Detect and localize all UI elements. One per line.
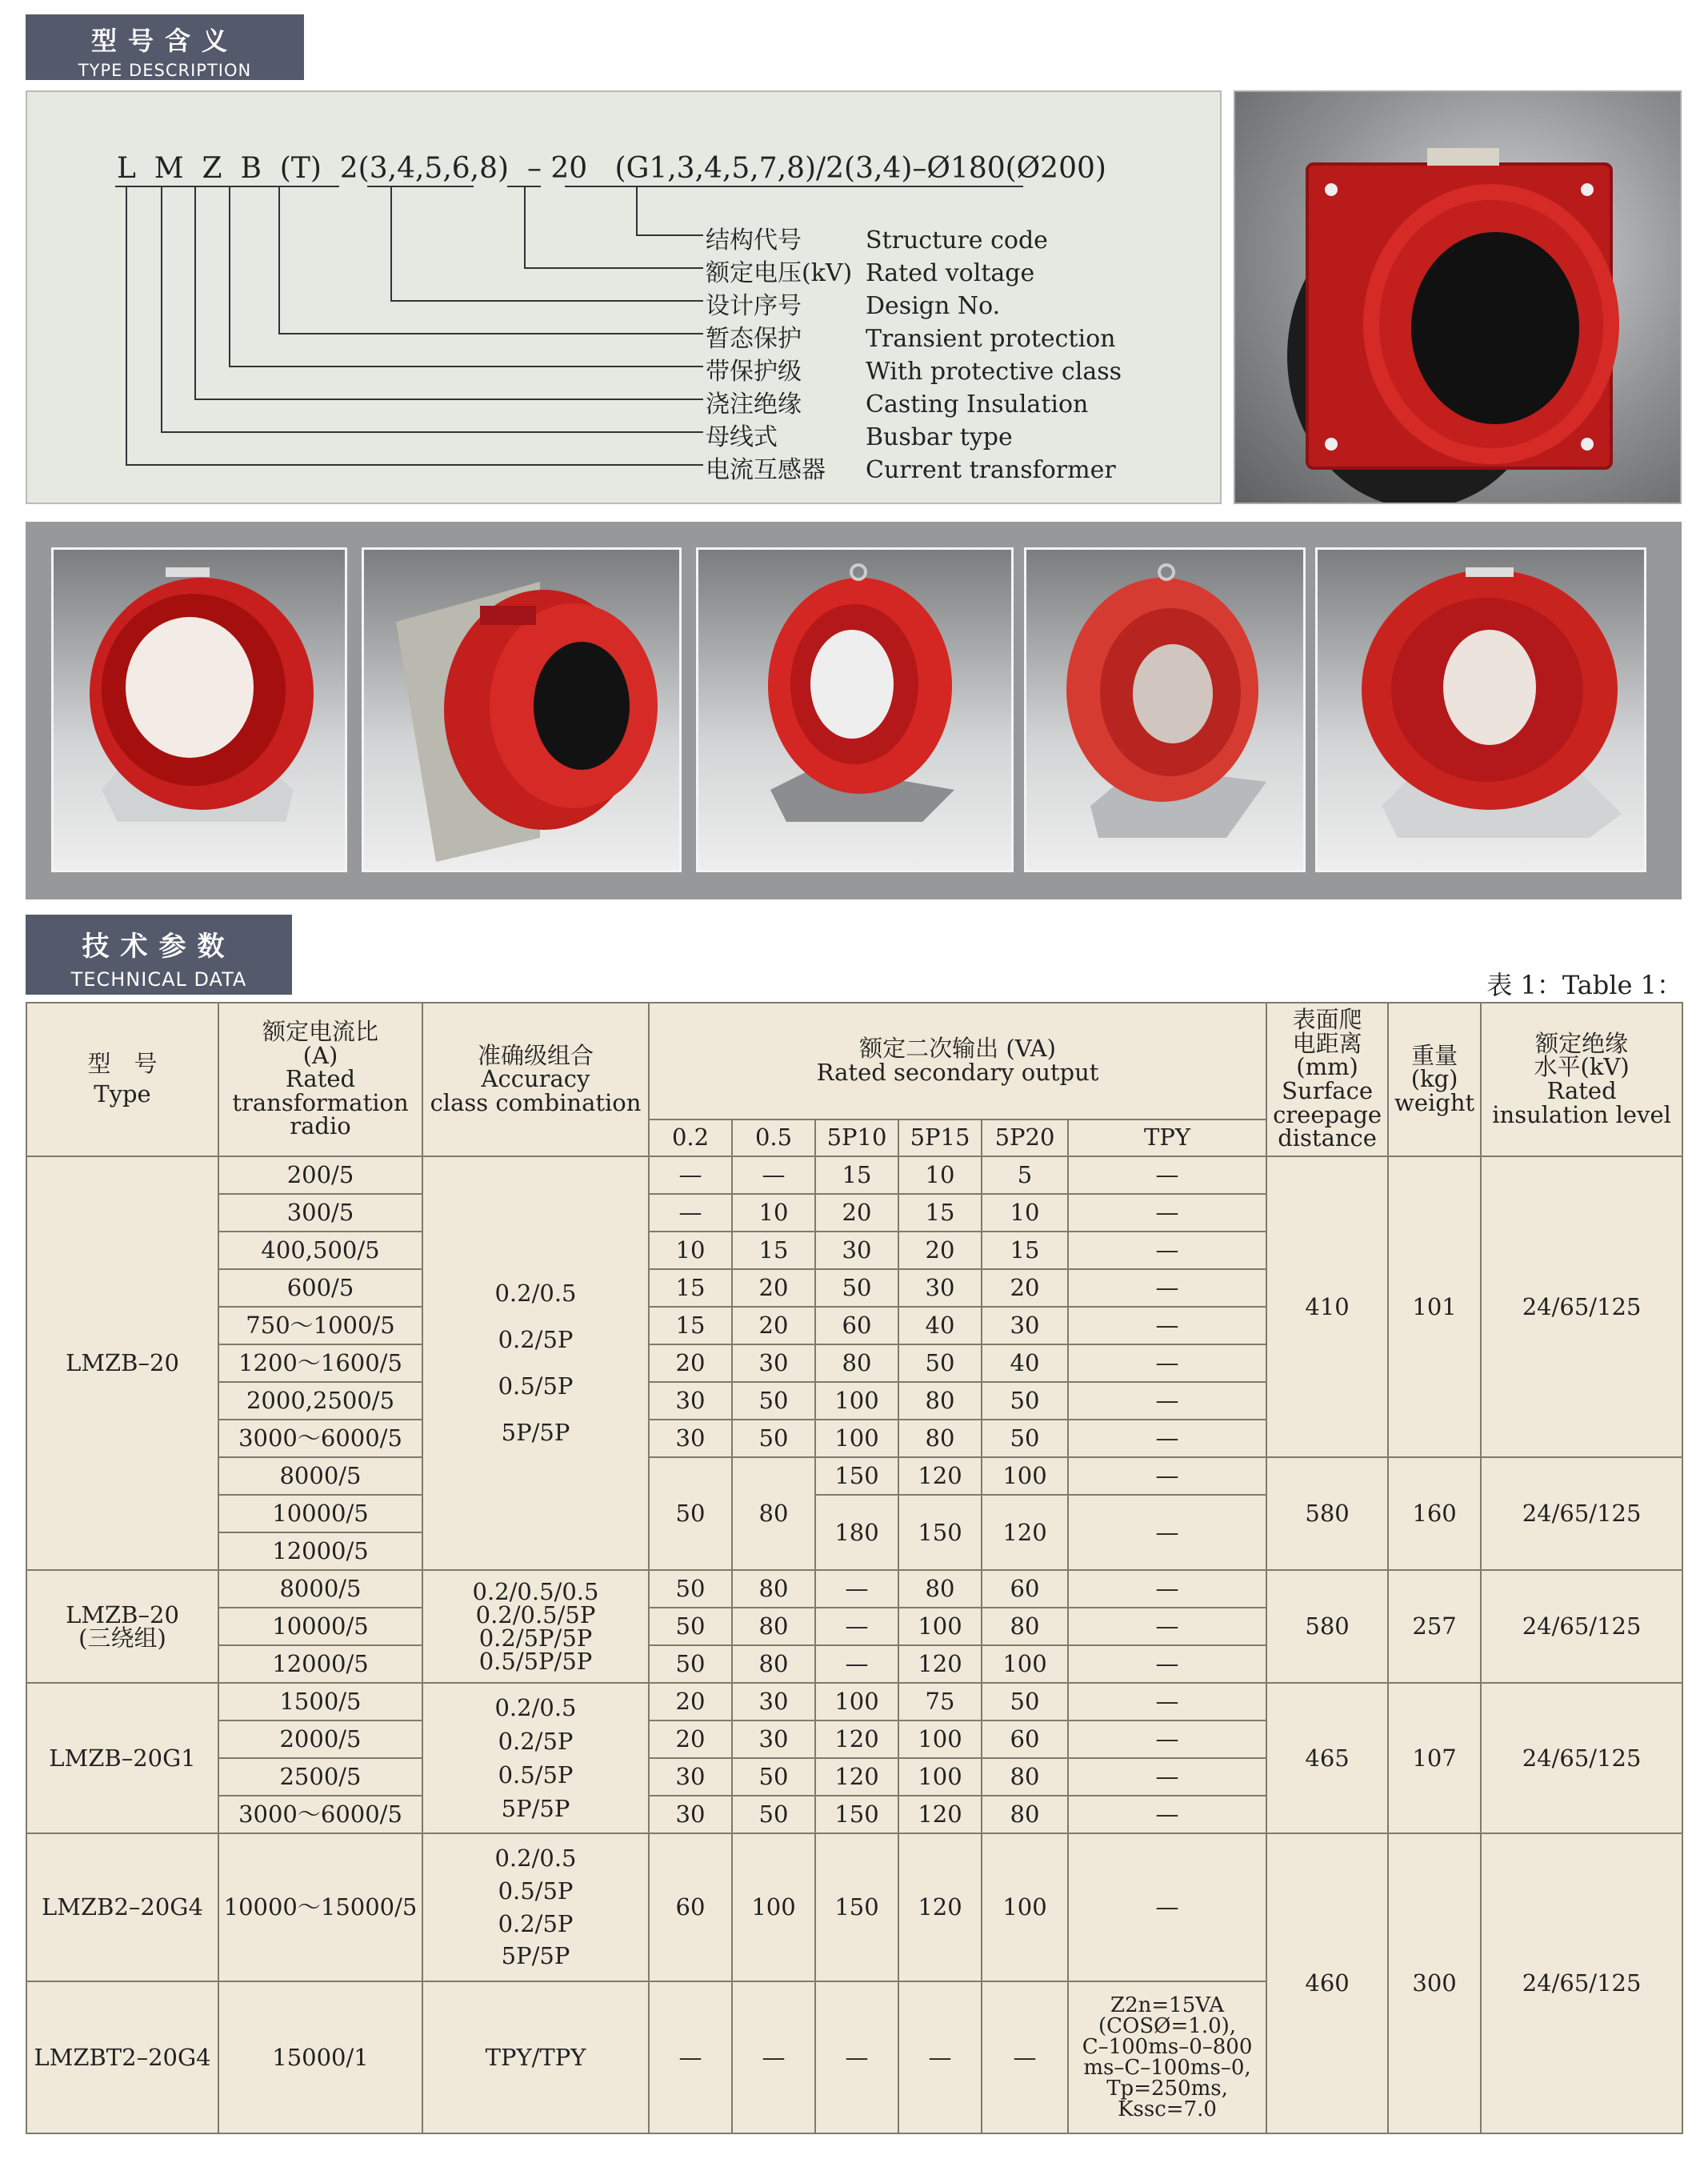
transformer-coil-illustration <box>1026 550 1303 870</box>
transformer-wide-illustration <box>1318 550 1644 870</box>
type-cell: LMZB–20G1 <box>26 1683 218 1833</box>
type-description-en: TYPE DESCRIPTION <box>78 61 252 80</box>
insulation-cell: 24/65/125 <box>1481 1570 1682 1683</box>
table-row: 300/5 — 10 20 15 10 — <box>26 1194 1682 1232</box>
table-row: 10000/5 180 150 120 — <box>26 1495 1682 1532</box>
accuracy-cell: 0.2/0.5 0.2/5P 0.5/5P 5P/5P <box>422 1683 649 1833</box>
transformer-plate-illustration <box>1235 92 1680 503</box>
table-row: 2000,2500/5 30 50 100 80 50 — <box>26 1382 1682 1420</box>
product-photo-main <box>1234 90 1682 504</box>
weight-cell: 257 <box>1388 1570 1481 1683</box>
technical-data-table <box>26 1002 1683 2134</box>
creepage-cell: 465 <box>1266 1683 1388 1833</box>
product-photo-3 <box>696 547 1014 872</box>
desc-protective-class: 带保护级 With protective class <box>706 358 1122 386</box>
accuracy-cell: 0.2/0.5 0.5/5P 0.2/5P 5P/5P <box>422 1833 649 1981</box>
transformer-upright-illustration <box>698 550 1011 870</box>
table-row: LMZBT2–20G4 15000/1 TPY/TPY — — — — — Z2n=15VA (COSØ=1.0), C–100ms–0–800 ms–C–100ms–0, Tp=250ms, Kssc=7.0 <box>26 1981 1682 2133</box>
table-row: 10000/5 50 80 — 100 80 — <box>26 1608 1682 1645</box>
insulation-cell: 24/65/125 <box>1481 1683 1682 1833</box>
tpy-parameters: Z2n=15VA (COSØ=1.0), C–100ms–0–800 ms–C–100ms–0, Tp=250ms, Kssc=7.0 <box>1068 1981 1266 2133</box>
desc-structure-code: 结构代号 Structure code <box>706 226 1048 254</box>
header-ratio: 额定电流比 (A) Rated transformation radio <box>218 1003 422 1156</box>
product-photo-gallery <box>26 522 1682 899</box>
table-row: LMZB–20G1 1500/5 0.2/0.5 0.2/5P 0.5/5P 5P/5P 20 30 100 75 50 — 465 107 24/65/125 <box>26 1683 1682 1720</box>
table-row: 1200～1600/5 20 30 80 50 40 — <box>26 1344 1682 1382</box>
header-output-tpy: TPY <box>1068 1120 1266 1156</box>
table-row: 12000/5 <box>26 1532 1682 1570</box>
technical-data-en: TECHNICAL DATA <box>70 968 247 991</box>
header-accuracy: 准确级组合 Accuracy class combination <box>422 1003 649 1156</box>
product-photo-2 <box>362 547 682 872</box>
accuracy-cell: 0.2/0.5/0.5 0.2/0.5/5P 0.2/5P/5P 0.5/5P/5P <box>422 1570 649 1683</box>
technical-data-heading <box>26 915 292 995</box>
header-output: 额定二次输出 (VA) Rated secondary output <box>649 1003 1266 1120</box>
table-row: LMZB–20 (三绕组) 8000/5 0.2/0.5/0.5 0.2/0.5/5P 0.2/5P/5P 0.5/5P/5P 50 80 — 80 60 — 580 257 24/65/125 <box>26 1570 1682 1608</box>
table-row: LMZB–20 200/5 0.2/0.5 0.2/5P 0.5/5P 5P/5P — — 15 10 5 — 410 101 24/65/125 <box>26 1156 1682 1194</box>
creepage-cell: 410 <box>1266 1156 1388 1457</box>
table-caption: 表 1：Table 1： <box>1486 970 1682 1000</box>
type-cell: LMZB–20 (三绕组) <box>26 1570 218 1683</box>
header-creepage: 表面爬 电距离 (mm) Surface creepage distance <box>1266 1003 1388 1156</box>
insulation-cell: 24/65/125 <box>1481 1156 1682 1457</box>
type-cell: LMZB–20 <box>26 1156 218 1570</box>
header-weight: 重量 (kg) weight <box>1388 1003 1481 1156</box>
accuracy-cell: 0.2/0.5 0.2/5P 0.5/5P 5P/5P <box>422 1156 649 1570</box>
header-type: 型 号 Type <box>26 1003 218 1156</box>
table-row: 600/5 15 20 50 30 20 — <box>26 1269 1682 1307</box>
weight-cell: 107 <box>1388 1683 1481 1833</box>
type-cell: LMZB2–20G4 <box>26 1833 218 1981</box>
header-output-5p10: 5P10 <box>815 1120 898 1156</box>
type-description-heading <box>26 14 304 80</box>
desc-busbar-type: 母线式 Busbar type <box>706 423 1013 451</box>
transformer-ring-illustration <box>54 550 345 870</box>
accuracy-cell: TPY/TPY <box>422 1981 649 2133</box>
header-output-5p20: 5P20 <box>982 1120 1068 1156</box>
desc-current-transformer: 电流互感器 Current transformer <box>706 456 1116 484</box>
insulation-cell: 24/65/125 <box>1481 1833 1682 2133</box>
product-photo-5 <box>1315 547 1646 872</box>
table-row: 750～1000/5 15 20 60 40 30 — <box>26 1307 1682 1344</box>
model-code: L M Z B (T) 2(3,4,5,6,8) – 20 (G1,3,4,5,7,8)/2(3,4)–Ø180(Ø200) <box>117 152 1106 185</box>
header-output-0-5: 0.5 <box>732 1120 815 1156</box>
desc-transient-protection: 暂态保护 Transient protection <box>706 325 1116 353</box>
header-output-5p15: 5P15 <box>898 1120 982 1156</box>
table-row: 400,500/5 10 15 30 20 15 — <box>26 1232 1682 1269</box>
product-photo-4 <box>1024 547 1306 872</box>
table-row: 8000/5 50 80 150 120 100 — 580 160 24/65/125 <box>26 1457 1682 1495</box>
weight-cell: 300 <box>1388 1833 1481 2133</box>
type-description-panel <box>26 90 1222 504</box>
table-row: 3000～6000/5 30 50 150 120 80 — <box>26 1796 1682 1833</box>
header-insulation: 额定绝缘 水平(kV) Rated insulation level <box>1481 1003 1682 1156</box>
type-cell: LMZBT2–20G4 <box>26 1981 218 2133</box>
desc-design-no: 设计序号 Design No. <box>706 292 1001 320</box>
table-row: LMZB2–20G4 10000～15000/5 0.2/0.5 0.5/5P 0.2/5P 5P/5P 60 100 150 120 100 — 460 300 24/65/125 <box>26 1833 1682 1981</box>
table-row: 2500/5 30 50 120 100 80 — <box>26 1758 1682 1796</box>
table-row: 2000/5 20 30 120 100 60 — <box>26 1720 1682 1758</box>
desc-rated-voltage: 额定电压(kV) Rated voltage <box>706 259 1035 287</box>
weight-cell: 101 <box>1388 1156 1481 1457</box>
technical-data-zh: 技术参数 <box>82 931 236 963</box>
transformer-plate-side-illustration <box>364 550 679 870</box>
creepage-cell: 580 <box>1266 1570 1388 1683</box>
header-output-0-2: 0.2 <box>649 1120 732 1156</box>
creepage-cell: 580 <box>1266 1457 1388 1570</box>
table-row: 3000～6000/5 30 50 100 80 50 — <box>26 1420 1682 1457</box>
creepage-cell: 460 <box>1266 1833 1388 2133</box>
desc-casting-insulation: 浇注绝缘 Casting Insulation <box>706 391 1089 419</box>
insulation-cell: 24/65/125 <box>1481 1457 1682 1570</box>
product-photo-1 <box>51 547 347 872</box>
weight-cell: 160 <box>1388 1457 1481 1570</box>
table-row: 12000/5 50 80 — 120 100 — <box>26 1645 1682 1683</box>
type-description-zh: 型号含义 <box>90 26 238 56</box>
